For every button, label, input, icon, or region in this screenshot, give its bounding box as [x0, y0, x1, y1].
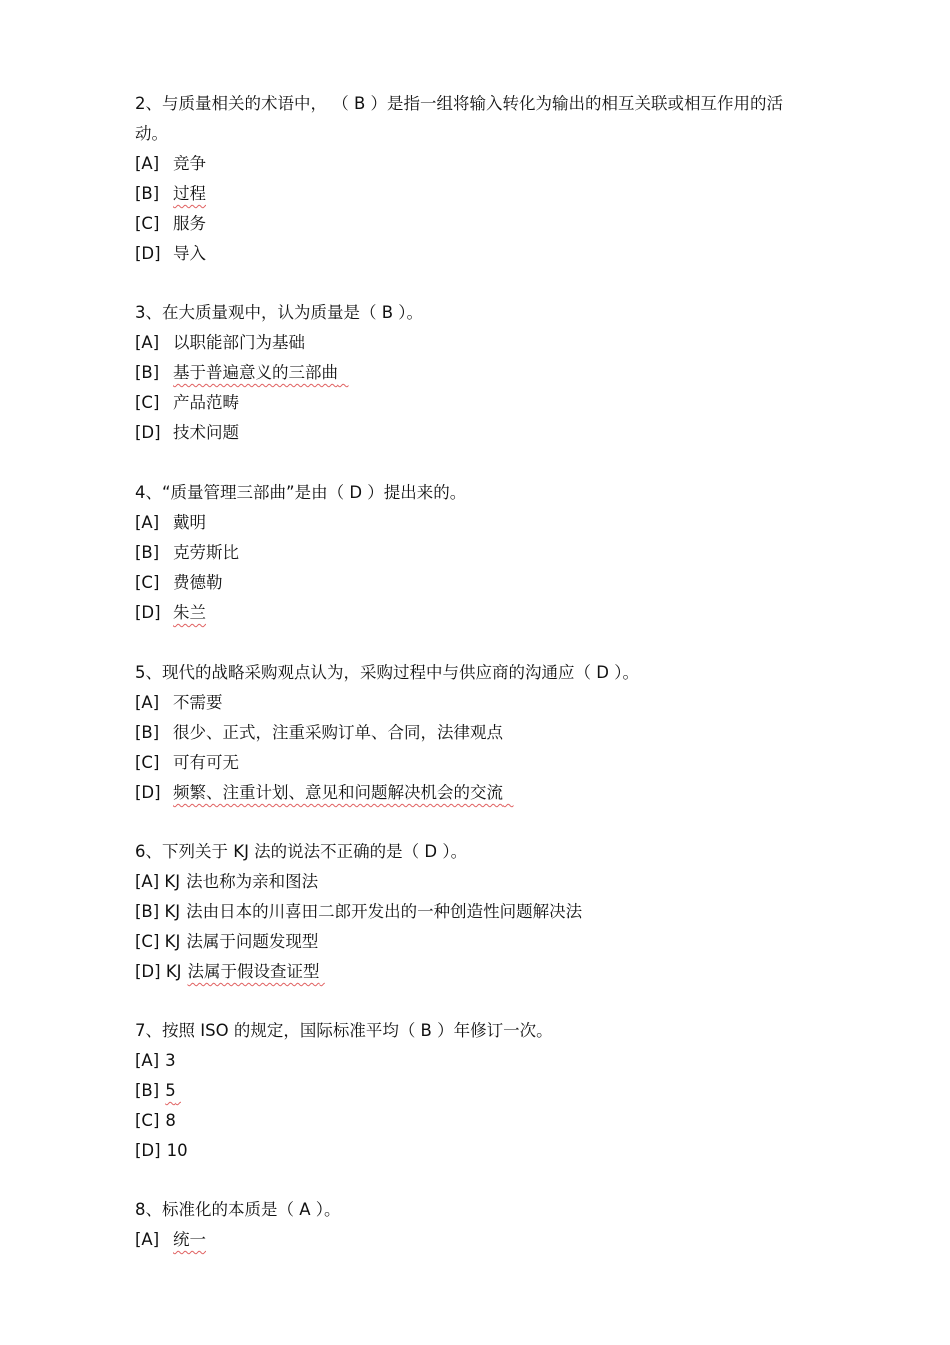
option-b: [B] 很少、正式，注重采购订单、合同，法律观点 [135, 723, 503, 742]
option-c: [C] 费德勒 [135, 573, 223, 592]
option-b: [B] 克劳斯比 [135, 543, 239, 562]
option-b-correct: [B] 5 [135, 1081, 176, 1100]
option-c: [C] KJ 法属于问题发现型 [135, 932, 319, 951]
option-c: [C] 8 [135, 1111, 176, 1130]
option-d: [D] 技术问题 [135, 423, 239, 442]
option-d: [D] 导入 [135, 244, 206, 263]
option-b-correct: [B] 基于普遍意义的三部曲 [135, 363, 338, 382]
question-text: 8、标准化的本质是（ A ）。 [135, 1200, 341, 1219]
option-c: [C] 产品范畴 [135, 393, 239, 412]
option-d-correct: [D] 朱兰 [135, 603, 206, 622]
question-text: 3、在大质量观中，认为质量是（ B ）。 [135, 303, 424, 322]
question-5 [135, 658, 815, 808]
question-text: 2、与质量相关的术语中， （ B ）是指一组将输入转化为输出的相互关联或相互作用的活动。 [135, 94, 784, 143]
option-d-correct: [D] KJ 法属于假设查证型 [135, 962, 320, 981]
option-a: [A] KJ 法也称为亲和图法 [135, 872, 319, 891]
question-6 [135, 837, 815, 987]
question-7 [135, 1016, 815, 1166]
option-b: [B] KJ 法由日本的川喜田二郎开发出的一种创造性问题解决法 [135, 902, 583, 921]
option-d: [D] 10 [135, 1141, 188, 1160]
option-b-correct: [B] 过程 [135, 184, 206, 203]
option-a: [A] 戴明 [135, 513, 206, 532]
question-8 [135, 1195, 815, 1255]
question-text: 6、下列关于 KJ 法的说法不正确的是（ D ）。 [135, 842, 468, 861]
option-a: [A] 3 [135, 1051, 176, 1070]
option-a: [A] 不需要 [135, 693, 223, 712]
question-text: 7、按照 ISO 的规定，国际标准平均（ B ）年修订一次。 [135, 1021, 553, 1040]
question-4 [135, 478, 815, 628]
option-d-correct: [D] 频繁、注重计划、意见和问题解决机会的交流 [135, 783, 503, 802]
question-text: 5、现代的战略采购观点认为，采购过程中与供应商的沟通应（ D ）。 [135, 663, 639, 682]
question-2 [135, 89, 815, 269]
option-a: [A] 竞争 [135, 154, 206, 173]
option-c: [C] 服务 [135, 214, 206, 233]
question-text: 4、“质量管理三部曲”是由（ D ）提出来的。 [135, 483, 467, 502]
question-3 [135, 298, 815, 448]
option-c: [C] 可有可无 [135, 753, 239, 772]
option-a-correct: [A] 统一 [135, 1230, 206, 1249]
option-a: [A] 以职能部门为基础 [135, 333, 305, 352]
